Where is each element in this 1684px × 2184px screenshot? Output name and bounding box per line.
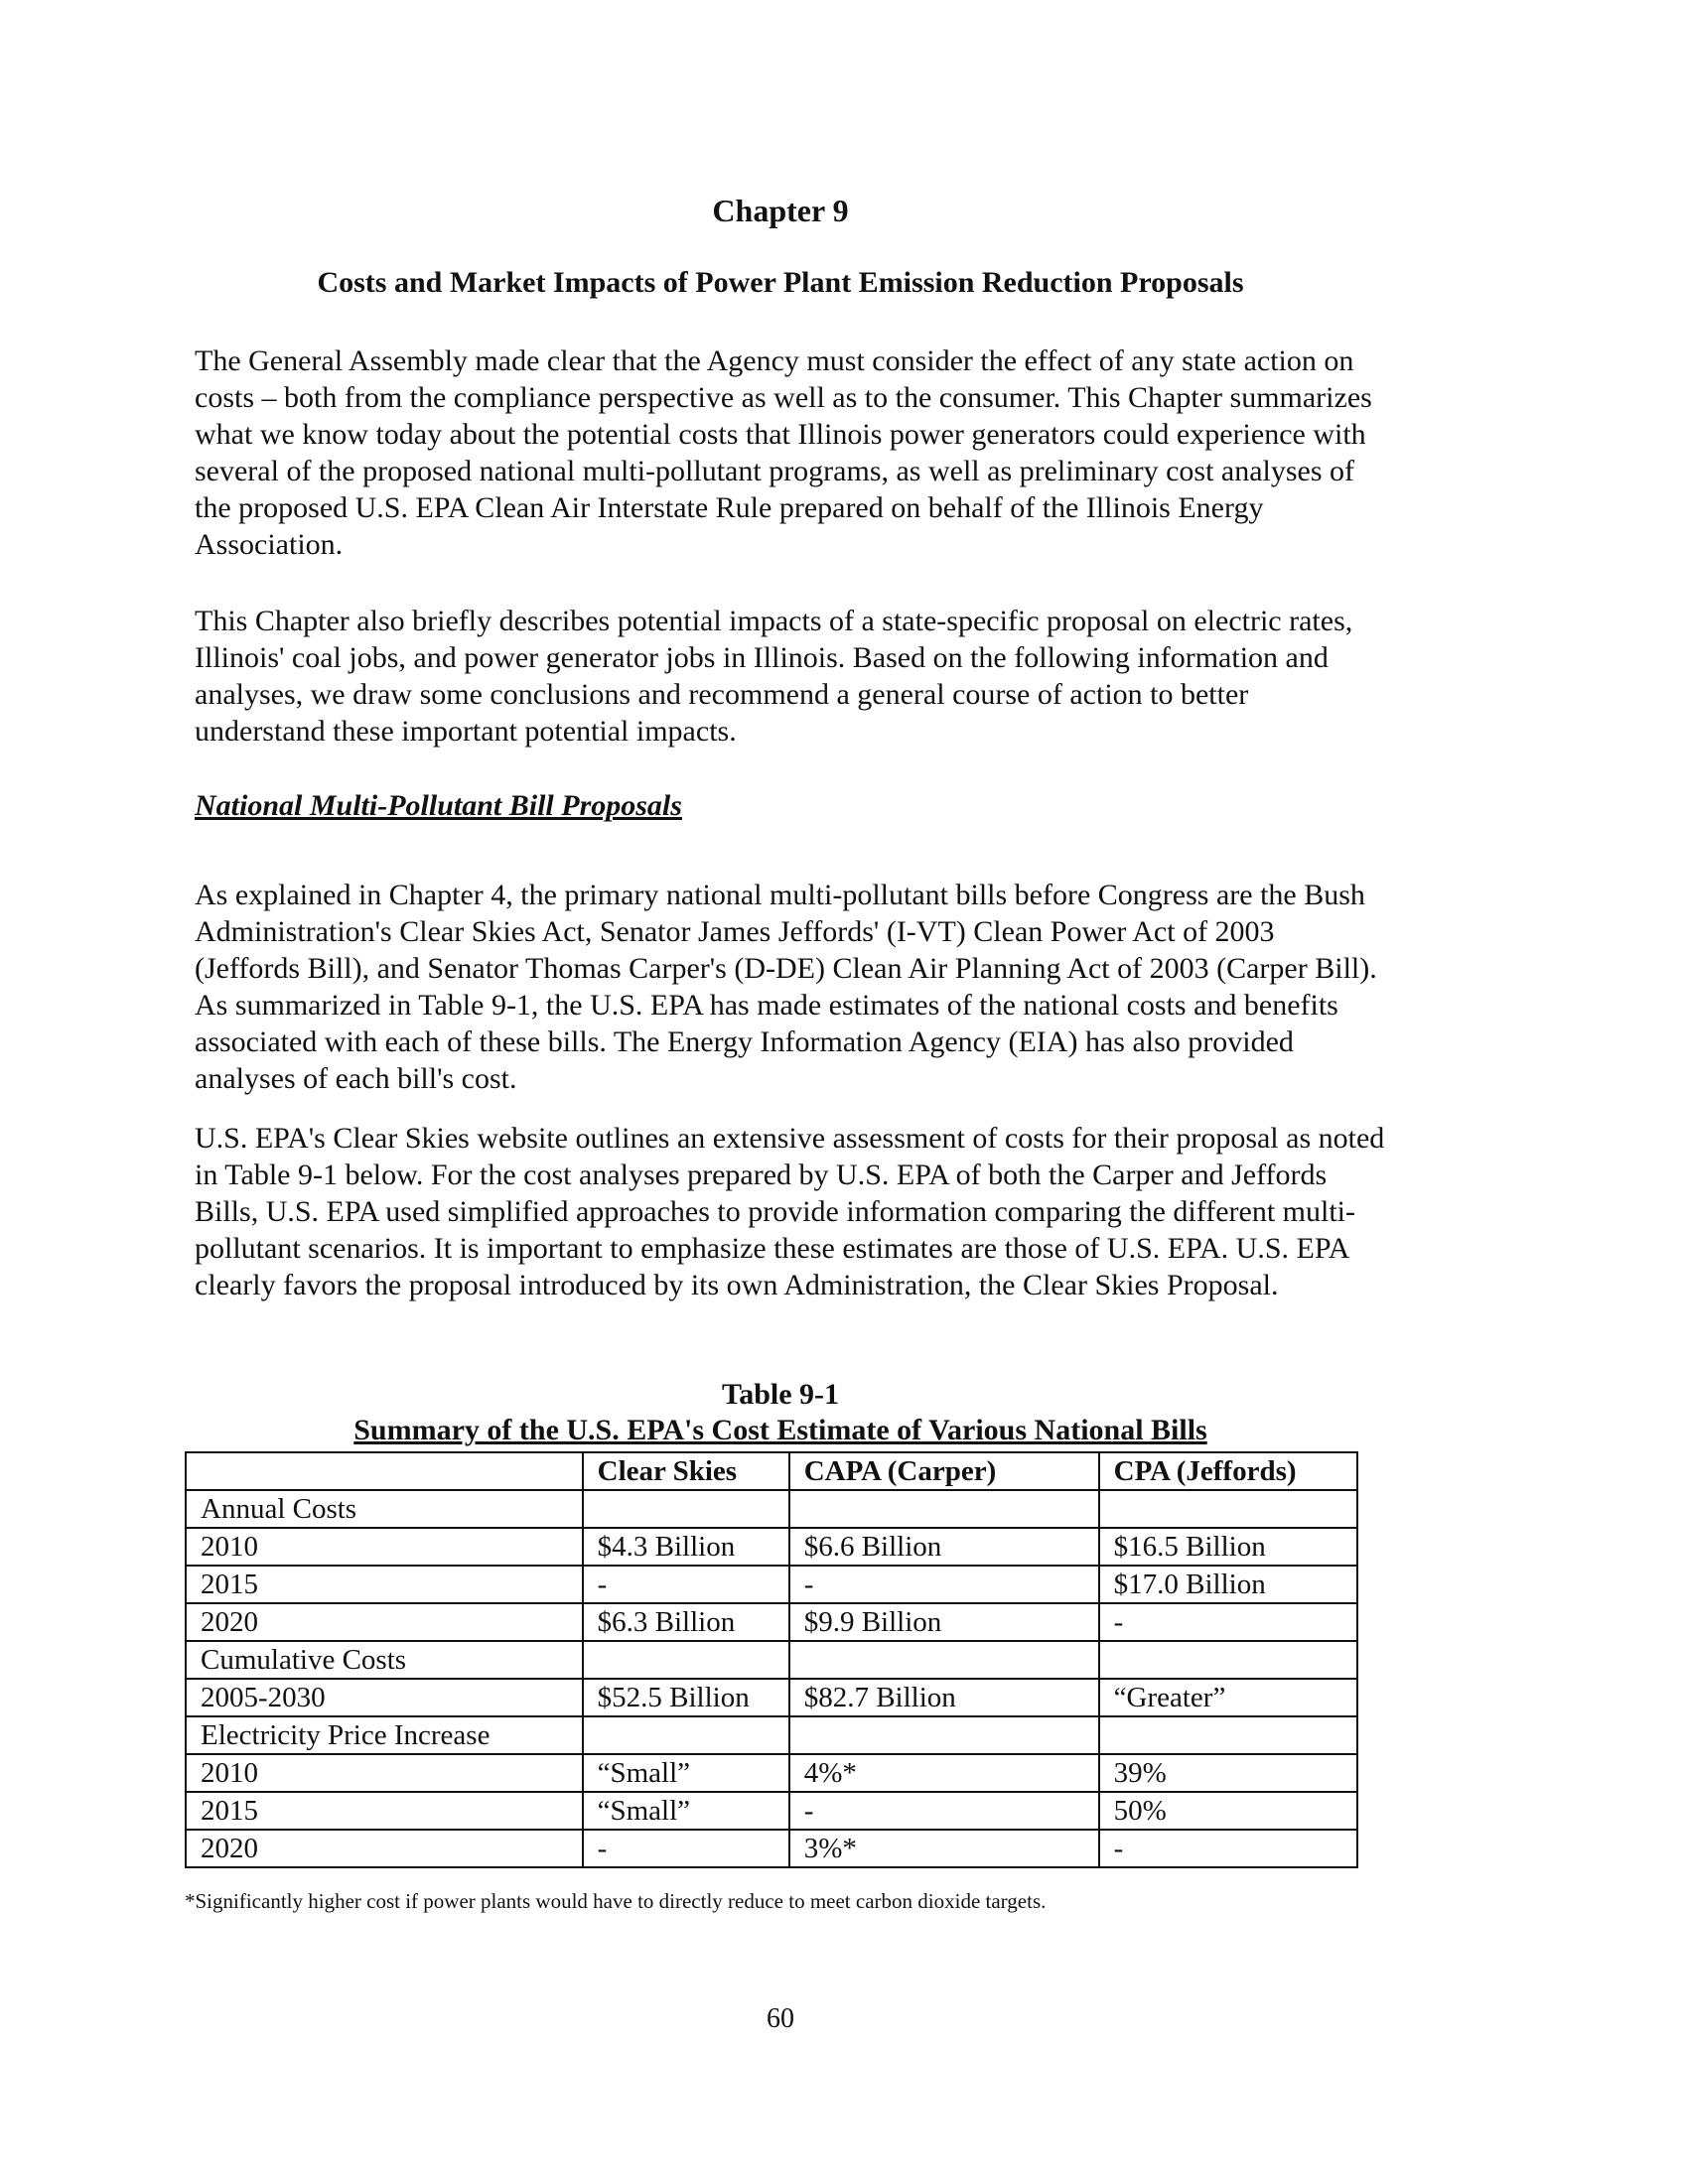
table-row [186,1716,1357,1754]
table-cell: 2015 [186,1792,583,1830]
table-row [186,1490,1357,1528]
table-row [186,1641,1357,1679]
table-header-row [186,1452,1357,1490]
table-caption-title: Summary of the U.S. EPA's Cost Estimate of Various National Bills [353,1414,1207,1446]
table-cell [1099,1641,1357,1679]
table-cell: $17.0 Billion [1099,1566,1357,1603]
table-header-cell [186,1452,583,1490]
table-header-cell: CPA (Jeffords) [1099,1452,1357,1490]
table-cell: Annual Costs [186,1490,583,1528]
section-heading: National Multi-Pollutant Bill Proposals [195,789,682,822]
chapter-title: Costs and Market Impacts of Power Plant Emission Reduction Proposals [317,266,1244,299]
table-cell [789,1716,1099,1754]
table-cell: - [583,1830,789,1867]
table-row [186,1754,1357,1792]
table-cell: 2010 [186,1528,583,1566]
table-cell: 2020 [186,1603,583,1641]
table-cell: Electricity Price Increase [186,1716,583,1754]
table-cell: 50% [1099,1792,1357,1830]
paragraph-national-bills: As explained in Chapter 4, the primary national multi-pollutant bills before Congress are the Bush Administration's Clear Skies Act, Senator James Jeffords' (I-VT) Clean Power Act of 2003 (Jeffords Bill), and Senator Thomas Carper's (D-DE) Clean Air Planning Act of 2003 (Carper Bill). As summarized in Table 9-1, the U.S. EPA has made estimates of the national costs and benefits associated with each of these bills. The Energy Information Agency (EIA) has also provided analyses of each bill's cost. [195,879,1377,1095]
table-cell: “Small” [583,1792,789,1830]
table-row [186,1566,1357,1603]
paragraph-clear-skies: U.S. EPA's Clear Skies website outlines an extensive assessment of costs for their proposal as noted in Table 9-1 below. For the cost analyses prepared by U.S. EPA of both the Carper and Jeffords Bills, U.S. EPA used simplified approaches to provide information comparing the different multi-pollutant scenarios. It is important to emphasize these estimates are those of U.S. EPA. U.S. EPA clearly favors the proposal introduced by its own Administration, the Clear Skies Proposal. [195,1122,1385,1301]
table-cell: $9.9 Billion [789,1603,1099,1641]
table-cell: - [1099,1603,1357,1641]
table-header-cell: Clear Skies [583,1452,789,1490]
table-cell [1099,1716,1357,1754]
table-row [186,1528,1357,1566]
table-cell: 3%* [789,1830,1099,1867]
page-number: 60 [767,2003,794,2034]
table-cell: $6.3 Billion [583,1603,789,1641]
paragraph-intro: The General Assembly made clear that the Agency must consider the effect of any state action on costs – both from the compliance perspective as well as to the consumer. This Chapter summarizes what we know today about the potential costs that Illinois power generators could experience with several of the proposed national multi-pollutant programs, as well as preliminary cost analyses of the proposed U.S. EPA Clean Air Interstate Rule prepared on behalf of the Illinois Energy Association. [195,344,1372,561]
table-cell [1099,1490,1357,1528]
table-footnote: *Significantly higher cost if power plants would have to directly reduce to meet carbon dioxide targets. [185,1889,1047,1913]
table-cell: 4%* [789,1754,1099,1792]
table-cell [789,1490,1099,1528]
table-cell: $52.5 Billion [583,1679,789,1716]
table-cell: - [1099,1830,1357,1867]
table-cell: - [789,1792,1099,1830]
table-caption-number: Table 9-1 [721,1378,840,1411]
cost-estimate-table [185,1451,1358,1868]
table-header-cell: CAPA (Carper) [789,1452,1099,1490]
table-cell: 2005-2030 [186,1679,583,1716]
table-cell: 2015 [186,1566,583,1603]
table-cell [789,1641,1099,1679]
table-cell: - [789,1566,1099,1603]
table-cell: 2010 [186,1754,583,1792]
table-cell [583,1641,789,1679]
table-cell: $16.5 Billion [1099,1528,1357,1566]
table-cell [583,1716,789,1754]
table-cell [583,1490,789,1528]
chapter-number: Chapter 9 [712,193,849,228]
table-row [186,1679,1357,1716]
table-cell: - [583,1566,789,1603]
table-cell: Cumulative Costs [186,1641,583,1679]
table-row [186,1830,1357,1867]
table-cell: “Greater” [1099,1679,1357,1716]
table-cell: “Small” [583,1754,789,1792]
paragraph-impacts: This Chapter also briefly describes potential impacts of a state-specific proposal on electric rates, Illinois' coal jobs, and power generator jobs in Illinois. Based on the following information and analyses, we draw some conclusions and recommend a general course of action to better understand these important potential impacts. [195,605,1353,748]
table-cell: 2020 [186,1830,583,1867]
table-cell: $82.7 Billion [789,1679,1099,1716]
table-row [186,1603,1357,1641]
table-cell: 39% [1099,1754,1357,1792]
table-cell: $4.3 Billion [583,1528,789,1566]
table-cell: $6.6 Billion [789,1528,1099,1566]
table-row [186,1792,1357,1830]
